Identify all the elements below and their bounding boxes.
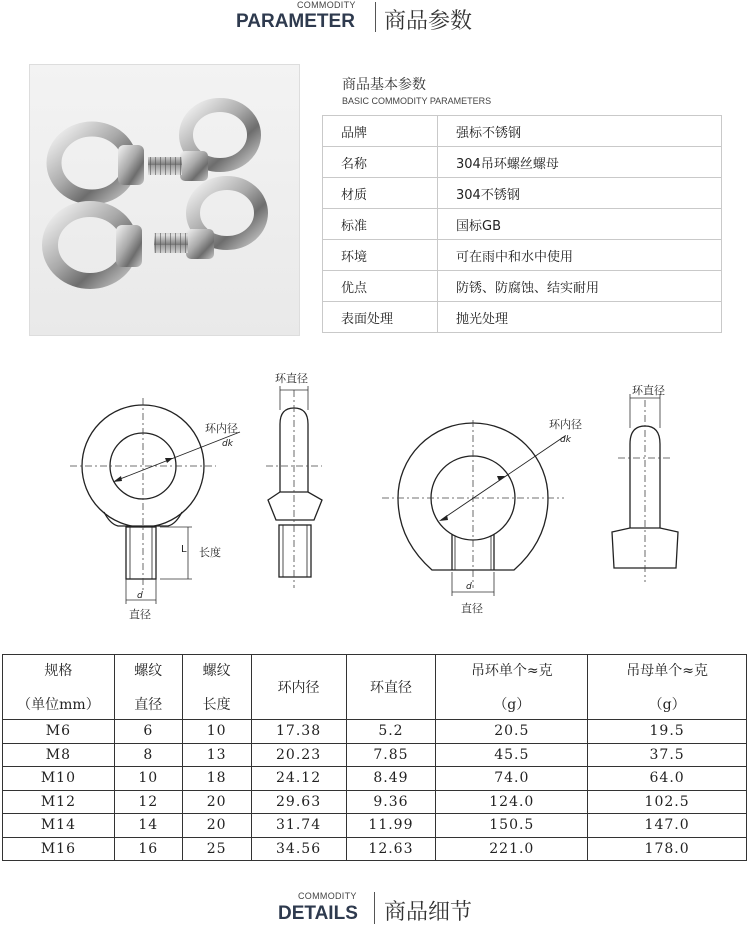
table-row [323,240,722,271]
param-key: 环境 [323,240,438,271]
table-row: M12 12 20 29.63 9.36 124.0 102.5 [3,790,747,814]
drawing-svg [0,360,750,620]
table-row [323,302,722,333]
table-row: M6 6 10 17.38 5.2 20.5 19.5 [3,720,747,744]
header-small-label: COMMODITY [298,891,357,901]
col-header: 规格 （单位mm） [3,655,115,720]
col-header: 环直径 [346,655,436,720]
header-small-label: COMMODITY [297,0,356,10]
label-dia: 直径 [129,608,151,620]
param-key: 品牌 [323,116,438,147]
col-header: 螺纹 长度 [182,655,251,720]
label-ring-dia-right: 环直径 [632,384,665,397]
header-divider [374,892,375,924]
header-big-label: PARAMETER [236,11,355,32]
header-big-label: DETAILS [278,903,358,924]
param-value: 抛光处理 [438,302,722,333]
header-divider [375,2,376,32]
label-length: 长度 [199,546,221,559]
basic-params-title: 商品基本参数 [342,77,426,93]
col-header: 吊母单个≈克 （g） [588,655,747,720]
product-photo [29,64,300,336]
label-d: d [137,591,143,601]
table-row [323,271,722,302]
param-key: 优点 [323,271,438,302]
table-row: M16 16 25 34.56 12.63 221.0 178.0 [3,837,747,861]
table-row [323,178,722,209]
param-key: 标准 [323,209,438,240]
label-dk-right: dk [560,435,571,445]
parameter-section-header [0,0,750,40]
table-header-row [3,655,747,720]
table-row: M8 8 13 20.23 7.85 45.5 37.5 [3,743,747,767]
label-dia-right: 直径 [461,602,483,615]
label-ring-dia: 环直径 [275,372,308,385]
param-key: 材质 [323,178,438,209]
table-row [323,209,722,240]
param-value: 强标不锈钢 [438,116,722,147]
col-header: 吊环单个≈克 （g） [436,655,588,720]
eye-bolts-image [30,65,301,337]
table-row [323,116,722,147]
table-row: M14 14 20 31.74 11.99 150.5 147.0 [3,814,747,838]
col-header: 螺纹 直径 [114,655,182,720]
param-key: 表面处理 [323,302,438,333]
label-d-right: d [466,582,472,592]
param-value: 304不锈钢 [438,178,722,209]
technical-drawing [0,360,750,620]
details-section-header [0,890,750,930]
label-inner-dia: 环内径 [205,422,238,435]
basic-params-subtitle: BASIC COMMODITY PARAMETERS [342,96,492,106]
table-row: M10 10 18 24.12 8.49 74.0 64.0 [3,767,747,791]
label-dk: dk [222,439,233,449]
param-value: 防锈、防腐蚀、结实耐用 [438,271,722,302]
label-inner-dia-right: 环内径 [549,418,582,431]
header-cn-label: 商品参数 [384,9,473,34]
param-value: 304吊环螺丝螺母 [438,147,722,178]
col-header: 环内径 [251,655,346,720]
spec-table [2,654,747,861]
param-value: 国标GB [438,209,722,240]
basic-params-table [322,115,722,333]
param-key: 名称 [323,147,438,178]
table-row [323,147,722,178]
param-value: 可在雨中和水中使用 [438,240,722,271]
header-cn-label: 商品细节 [384,900,473,925]
label-L: L [181,544,187,555]
